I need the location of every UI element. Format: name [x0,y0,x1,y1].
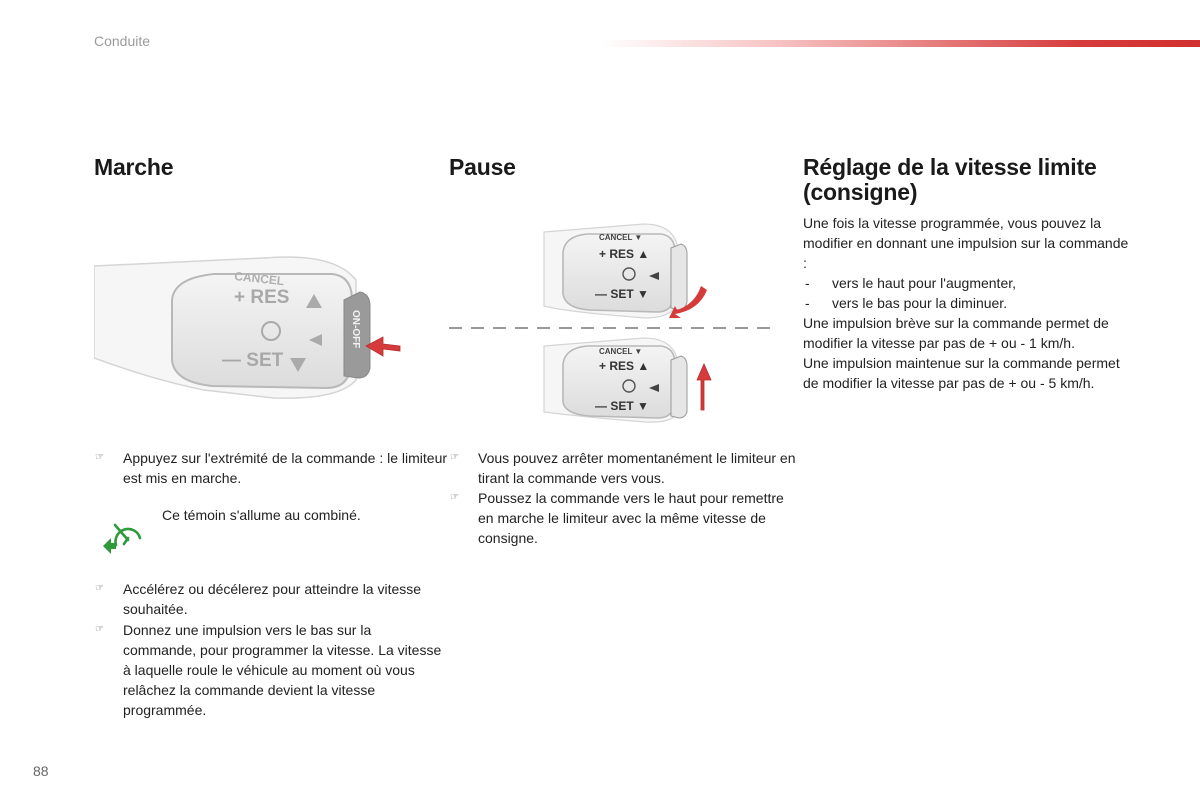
res-label: + RES [234,287,290,308]
section-title: Conduite [94,33,151,49]
pointing-hand-icon: ☞ [450,492,459,503]
svg-text:— SET ▼: — SET ▼ [595,287,649,301]
svg-text:+ RES ▲: + RES ▲ [599,247,650,261]
svg-text:CANCEL ▼: CANCEL ▼ [599,233,643,242]
reglage-dash-item-2: - vers le bas pour la diminuer. [805,295,1008,311]
marche-bullet-2: ☞ Accélérez ou décélerez pour atteindre la vitesse souhaitée. [95,581,422,617]
page-number: 88 [33,763,49,779]
pointing-hand-icon: ☞ [450,452,459,463]
marche-bullet-3: ☞ Donnez une impulsion vers le bas sur la commande, pour programmer la vitesse. La vitesse à laquelle roule le véhicule au moment où vous relâchez la commande devient la vitesse programmée. [95,622,442,718]
pointing-hand-icon: ☞ [95,583,104,594]
set-label: — SET [222,350,284,371]
svg-text:CANCEL ▼: CANCEL ▼ [599,347,643,356]
column-marche [94,155,424,180]
pause-heading: Pause [449,154,516,180]
reglage-intro: Une fois la vitesse programmée, vous pouvez la modifier en donnant une impulsion sur la commande : [803,215,1129,271]
reglage-heading: Réglage de la vitesse limite (consigne) [803,154,1097,205]
pause-bullet-2: ☞ Poussez la commande vers le haut pour remettre en marche le limiteur avec la même vitesse de consigne. [450,490,784,546]
marche-bullet-1: ☞ Appuyez sur l'extrémité de la commande : le limiteur est mis en marche. [95,450,448,486]
reglage-paragraph-2: Une impulsion brève sur la commande permet de modifier la vitesse par pas de + ou - 1 km/h. [803,315,1109,351]
stalk-illustration-marche [94,240,414,405]
pointing-hand-icon: ☞ [95,624,104,635]
svg-text:— SET ▼: — SET ▼ [595,399,649,413]
header-accent-bar [600,40,1200,47]
speed-limiter-indicator-icon [98,516,148,556]
column-pause [449,155,779,180]
marche-heading: Marche [94,154,174,180]
pause-bullet-1: ☞ Vous pouvez arrêter momentanément le limiteur en tirant la commande vers vous. [450,450,796,486]
cancel-label: CANCEL [233,269,285,289]
reglage-paragraph-3: Une impulsion maintenue sur la commande permet de modifier la vitesse par pas de + ou - 5 km/h. [803,355,1120,391]
onoff-label: ON-OFF [350,310,361,349]
stalk-illustration-pause [449,218,779,423]
indicator-note: Ce témoin s'allume au combiné. [162,507,361,523]
pointing-hand-icon: ☞ [95,452,104,463]
reglage-dash-item-1: - vers le haut pour l'augmenter, [805,275,1017,291]
svg-text:+ RES ▲: + RES ▲ [599,359,650,373]
column-reglage [803,155,1133,393]
